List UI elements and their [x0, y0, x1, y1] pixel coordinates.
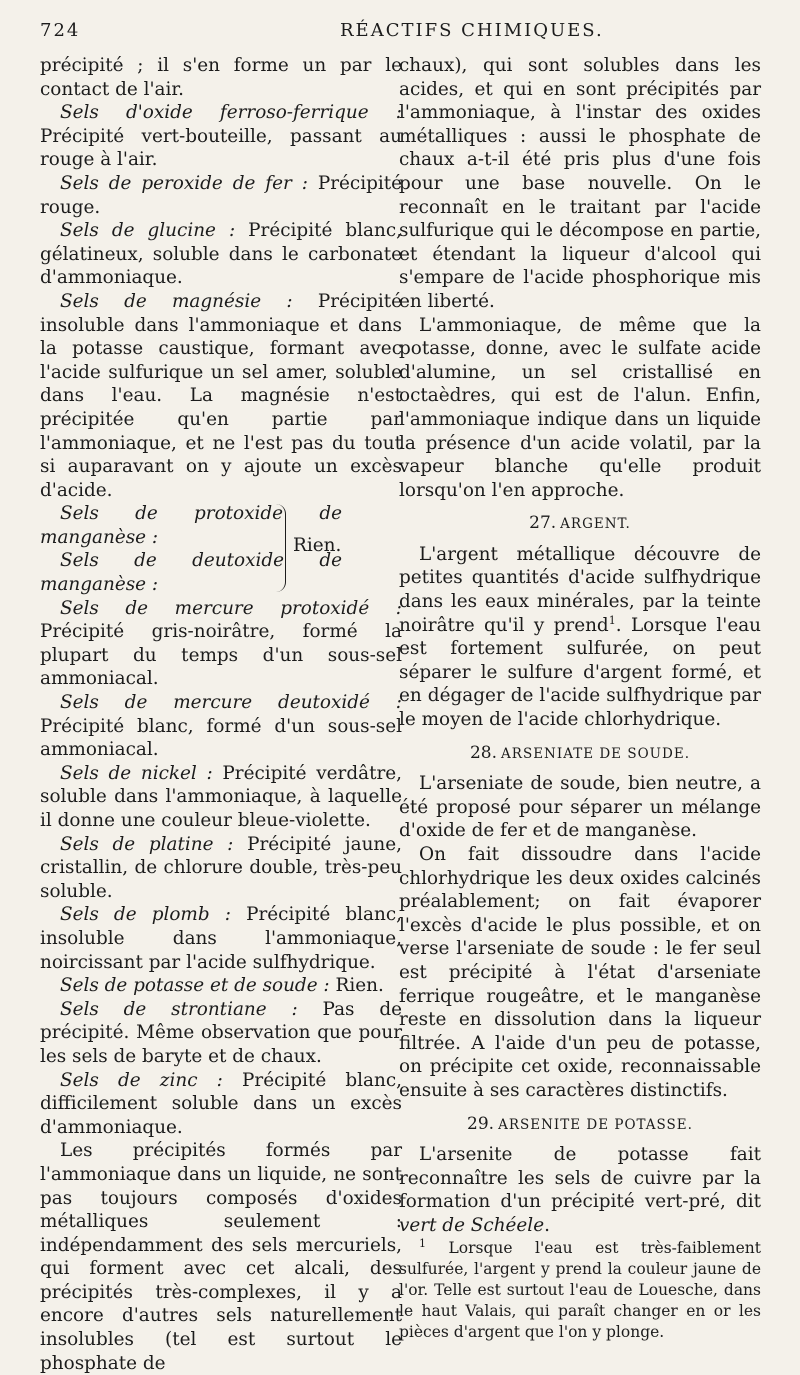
- entry-text: Rien.: [329, 975, 384, 997]
- entry-text: Précipité vert-bouteille, passant au rouge à l'air.: [40, 125, 402, 171]
- brace-result: Rien.: [293, 535, 342, 557]
- paragraph-text: L'arseniate de soude, bien neutre, a été proposé pour séparer un mélange d'oxide de fer et de manganèse.: [399, 773, 761, 842]
- reagent-entry: [40, 502, 402, 549]
- reagent-entry: [40, 998, 402, 1069]
- paragraph: [399, 772, 761, 843]
- paragraph: [399, 543, 761, 732]
- entry-label: Sels de zinc :: [60, 1069, 223, 1091]
- reagent-entry: [40, 974, 402, 998]
- paragraph-text: On fait dissoudre dans l'acide chlorhydrique les deux oxides calcinés préalablement; on fait évaporer l'excès d'acide le plus possible, et on verse l'arseniate de soude : le fer seul est précipité à l'état d'arseniate ferrique rougeâtre, et le manganèse reste en dissolution dans la liqueur filtrée. A l'aide d'un peu de potasse, on précipite cet oxide, reconnaissable ensuite à ses caractères distinctifs.: [399, 844, 761, 1101]
- footnote-ref: 1: [608, 613, 616, 627]
- reagent-entry: [40, 762, 402, 833]
- entry-text: Précipité insoluble dans l'ammoniaque et dans la potasse caustique, formant avec l'acide sulfurique un sel amer, soluble dans l'eau. La magnésie n'est précipitée qu'en partie par l'ammoniaque, et ne l'est pas du tout si auparavant on y ajoute un excès d'acide.: [40, 290, 402, 501]
- paragraph: [399, 314, 761, 503]
- entry-text: Précipité blanc, difficilement soluble dans un excès d'ammoniaque.: [40, 1069, 402, 1138]
- paragraph-text: L'argent métallique découvre de petites quantités d'acide sulfhydrique dans les eaux minérales, par la teinte noirâtre qu'il y prend: [399, 543, 761, 636]
- section-heading: [399, 512, 761, 537]
- running-title: RÉACTIFS CHIMIQUES.: [340, 20, 604, 41]
- reagent-entry: [40, 290, 402, 502]
- entry-label: Sels de strontiane :: [60, 998, 298, 1020]
- entry-label: Sels de glucine :: [60, 220, 236, 242]
- section-number: 28.: [469, 742, 498, 763]
- paragraph-text: L'ammoniaque, de même que la potasse, donne, avec le sulfate acide d'alumine, un sel cristallisé en octaèdres, qui est de l'alun. Enfin, l'ammoniaque indique dans un liquide la présence d'un acide volatil, par la vapeur blanche qu'elle produit lorsqu'on l'en approche.: [399, 314, 761, 501]
- paragraph-text: .: [544, 1214, 550, 1236]
- paragraph-text: Les précipités formés par l'ammoniaque dans un liquide, ne sont pas toujours composés d'oxides métalliques seulement : indépendamment des sels mercuriels, qui forment avec cet alcali, des précipités très-complexes, il y a encore d'autres sels naturellement insolubles (tel est surtout le phosphate de: [40, 1140, 402, 1374]
- entry-text: Précipité blanc, insoluble dans l'ammoniaque, noircissant par l'acide sulfhydrique.: [40, 904, 402, 973]
- entry-text: Pas de précipité. Même observation que pour les sels de baryte et de chaux.: [40, 998, 402, 1067]
- paragraph: [40, 54, 402, 101]
- section-title: ARGENT.: [560, 516, 631, 533]
- entry-label: Sels de protoxide de manganèse :: [40, 503, 342, 548]
- section-number: 29.: [467, 1113, 495, 1134]
- paragraph: [399, 843, 761, 1103]
- entry-label: Sels de platine :: [60, 833, 234, 855]
- reagent-entry: [40, 101, 402, 172]
- paragraph-text: . Lorsque l'eau est fortement sulfurée, on peut séparer le sulfure d'argent formé, et en dégager de l'acide sulfhydrique par le moyen de l'acide chlorhydrique.: [399, 614, 762, 731]
- entry-label: Sels de mercure deutoxidé :: [60, 692, 402, 714]
- reagent-entry: [40, 691, 402, 762]
- entry-text: Précipité verdâtre, soluble dans l'ammoniaque, à laquelle il donne une couleur bleue-violette.: [40, 762, 402, 831]
- left-column: [40, 54, 402, 1375]
- reagent-entry: [40, 903, 402, 974]
- section-title: ARSENIATE DE SOUDE.: [501, 745, 690, 762]
- brace-group: [40, 502, 402, 596]
- reagent-entry: [40, 597, 402, 691]
- reagent-entry: [40, 833, 402, 904]
- section-heading: [399, 742, 761, 767]
- reagent-entry: [40, 172, 402, 219]
- paragraph: [399, 1143, 761, 1237]
- entry-text: Précipité blanc, formé d'un sous-sel ammoniacal.: [40, 715, 402, 761]
- reagent-entry: [40, 1069, 402, 1140]
- reagent-entry: [40, 549, 402, 596]
- entry-label: Sels d'oxide ferroso-ferrique :: [60, 102, 402, 124]
- entry-text: Précipité gris-noirâtre, formé la plupart du temps d'un sous-sel ammoniacal.: [40, 621, 402, 690]
- entry-text: Précipité rouge.: [40, 172, 402, 218]
- page-header: [40, 20, 760, 46]
- page-number: 724: [40, 20, 81, 41]
- entry-label: Sels de magnésie :: [60, 290, 293, 312]
- footnote: [399, 1238, 761, 1343]
- section-number: 27.: [529, 513, 557, 534]
- paragraph: [40, 1139, 402, 1375]
- reagent-entry: [40, 219, 402, 290]
- right-column: [399, 54, 761, 1343]
- entry-label: Sels de nickel :: [60, 762, 213, 784]
- entry-label: Sels de peroxide de fer :: [60, 172, 308, 194]
- entry-label: Sels de potasse et de soude :: [60, 975, 330, 997]
- section-title: ARSENITE DE POTASSE.: [498, 1116, 693, 1133]
- entry-label: Sels de plomb :: [60, 904, 231, 926]
- footnote-text: Lorsque l'eau est très-faiblement sulfurée, l'argent y prend la couleur jaune de l'or. Telle est surtout l'eau de Louesche, dans le haut Valais, qui paraît changer en or les pièces d'argent que l'on y plonge.: [399, 1238, 761, 1341]
- paragraph: [399, 54, 761, 314]
- entry-text: Précipité jaune, cristallin, de chlorure double, très-peu soluble.: [40, 833, 403, 902]
- entry-label: Sels de deutoxide de manganèse :: [40, 550, 342, 596]
- brace-mark: [275, 504, 286, 592]
- section-heading: [399, 1113, 761, 1138]
- emphasis: vert de Schéele: [399, 1214, 545, 1236]
- paragraph-text: chaux), qui sont solubles dans les acides, et qui en sont précipités par l'ammoniaque, à l'instar des oxides métalliques : aussi le phosphate de chaux a-t-il été pris plus d'une fois pour une base nouvelle. On le reconnaît en le traitant par l'acide sulfurique qui le décompose en partie, et étendant la liqueur d'alcool qui s'empare de l'acide phosphorique mis en liberté.: [399, 55, 761, 312]
- entry-label: Sels de mercure protoxidé :: [60, 597, 402, 619]
- paragraph-text: précipité ; il s'en forme un par le contact de l'air.: [40, 55, 402, 100]
- paragraph-text: L'arsenite de potasse fait reconnaître les sels de cuivre par la formation d'un précipité vert-pré, dit: [399, 1144, 761, 1213]
- entry-text: Précipité blanc, gélatineux, soluble dans le carbonate d'ammoniaque.: [40, 220, 402, 289]
- footnote-mark: 1: [419, 1236, 426, 1250]
